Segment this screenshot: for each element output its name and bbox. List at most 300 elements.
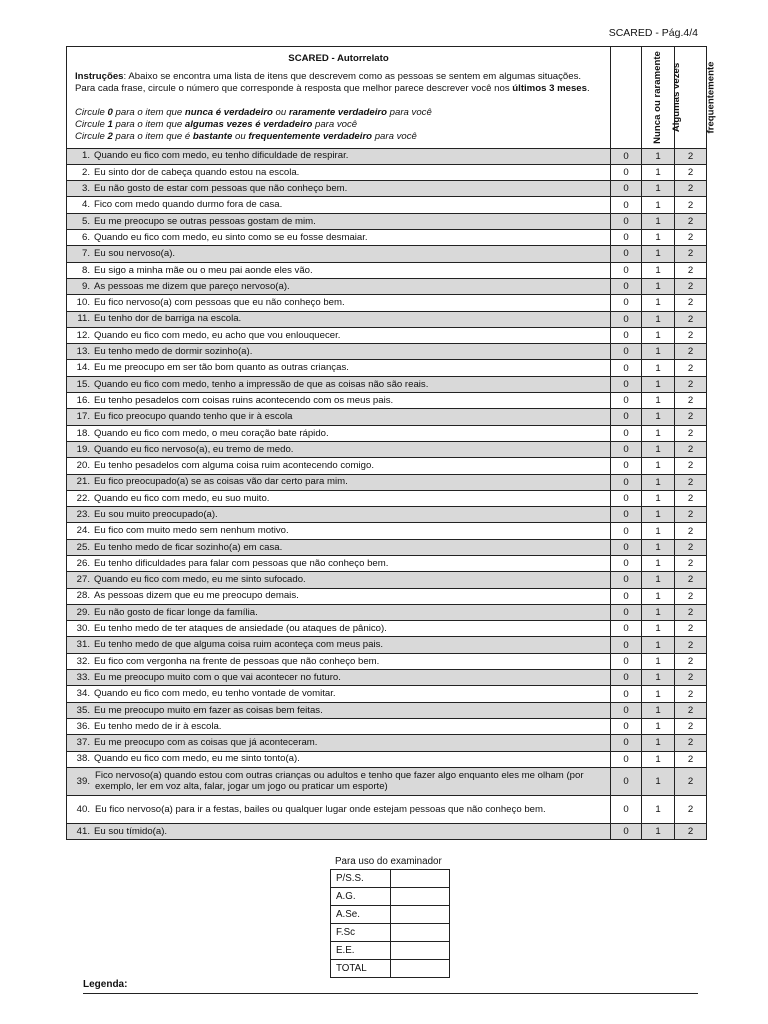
answer-option-1[interactable]: 1 <box>642 653 675 669</box>
question-row <box>67 327 707 343</box>
answer-option-1[interactable]: 1 <box>642 572 675 588</box>
question-text-cell <box>67 507 611 523</box>
question-row <box>67 344 707 360</box>
question-text: Quando eu fico nervoso(a), eu tremo de medo. <box>94 443 294 455</box>
answer-option-1[interactable]: 1 <box>642 670 675 686</box>
question-text-cell <box>67 360 611 376</box>
answer-option-1[interactable]: 1 <box>642 795 675 823</box>
answer-option-1[interactable]: 1 <box>642 164 675 180</box>
examiner-score-field[interactable] <box>391 906 450 924</box>
answer-option-2[interactable]: 2 <box>675 148 707 164</box>
answer-option-2[interactable]: 2 <box>675 441 707 457</box>
question-number: 13. <box>76 346 90 358</box>
answer-option-1[interactable]: 1 <box>642 523 675 539</box>
question-text: Eu tenho dificuldades para falar com pessoas que não conheço bem. <box>94 557 389 569</box>
examiner-row-label: TOTAL <box>331 960 391 978</box>
question-row <box>67 164 707 180</box>
question-number: 26. <box>76 557 90 569</box>
answer-option-2[interactable]: 2 <box>675 523 707 539</box>
answer-option-2[interactable]: 2 <box>675 474 707 490</box>
examiner-box <box>330 856 450 978</box>
question-text-cell <box>67 197 611 213</box>
question-row <box>67 295 707 311</box>
answer-option-1[interactable]: 1 <box>642 409 675 425</box>
answer-option-2[interactable]: 2 <box>675 164 707 180</box>
question-number: 39. <box>76 775 90 787</box>
question-row <box>67 213 707 229</box>
question-row <box>67 278 707 294</box>
answer-option-1[interactable]: 1 <box>642 197 675 213</box>
question-text: Eu tenho medo de ficar sozinho(a) em casa. <box>94 541 283 553</box>
answer-option-0[interactable]: 0 <box>611 604 642 620</box>
question-number: 29. <box>76 606 90 618</box>
answer-option-1[interactable]: 1 <box>642 311 675 327</box>
answer-option-0[interactable]: 0 <box>611 458 642 474</box>
answer-option-1[interactable]: 1 <box>642 718 675 734</box>
question-text: Eu tenho medo de que alguma coisa ruim aconteça com meus pais. <box>94 639 384 651</box>
answer-option-2[interactable]: 2 <box>675 702 707 718</box>
question-number: 25. <box>76 541 90 553</box>
question-number: 3. <box>81 183 90 195</box>
column-header-never: Nunca ou raramente <box>611 47 642 149</box>
question-text: Eu sou nervoso(a). <box>94 248 176 260</box>
question-number: 27. <box>76 574 90 586</box>
examiner-row <box>331 906 450 924</box>
answer-option-0[interactable]: 0 <box>611 653 642 669</box>
question-text-cell <box>67 588 611 604</box>
examiner-row <box>331 960 450 978</box>
question-number: 19. <box>76 443 90 455</box>
question-text-cell <box>67 474 611 490</box>
answer-option-2[interactable]: 2 <box>675 230 707 246</box>
question-text-cell <box>67 572 611 588</box>
answer-option-2[interactable]: 2 <box>675 735 707 751</box>
answer-option-2[interactable]: 2 <box>675 278 707 294</box>
question-row <box>67 409 707 425</box>
answer-option-1[interactable]: 1 <box>642 344 675 360</box>
question-text-cell <box>67 523 611 539</box>
answer-option-0[interactable]: 0 <box>611 164 642 180</box>
question-number: 7. <box>81 248 90 260</box>
question-text: Eu não gosto de estar com pessoas que não conheço bem. <box>94 183 348 195</box>
question-text-cell <box>67 621 611 637</box>
answer-option-2[interactable]: 2 <box>675 197 707 213</box>
answer-option-1[interactable]: 1 <box>642 507 675 523</box>
examiner-row-label: P/S.S. <box>331 870 391 888</box>
question-text: Eu tenho medo de ter ataques de ansiedade (ou ataques de pânico). <box>94 623 387 635</box>
answer-option-1[interactable]: 1 <box>642 823 675 839</box>
question-number: 34. <box>76 688 90 700</box>
question-text: Eu me preocupo muito com o que vai acontecer no futuro. <box>94 671 341 683</box>
header-row <box>67 47 707 149</box>
question-row <box>67 555 707 571</box>
question-text: Eu tenho medo de ir à escola. <box>94 720 222 732</box>
question-text-cell <box>67 278 611 294</box>
question-text-cell <box>67 702 611 718</box>
answer-option-2[interactable]: 2 <box>675 718 707 734</box>
answer-option-2[interactable]: 2 <box>675 458 707 474</box>
answer-option-0[interactable]: 0 <box>611 718 642 734</box>
question-text-cell <box>67 425 611 441</box>
instructions-cell <box>67 47 611 149</box>
question-text: Eu fico nervoso(a) para ir a festas, bailes ou qualquer lugar onde estejam pessoas que não conheço bem. <box>95 803 546 815</box>
examiner-row-label: E.E. <box>331 942 391 960</box>
question-text: Quando eu fico com medo, o meu coração bate rápido. <box>94 427 329 439</box>
answer-option-1[interactable]: 1 <box>642 441 675 457</box>
page-reference: SCARED - Pág.4/4 <box>608 27 698 39</box>
question-row <box>67 230 707 246</box>
answer-option-0[interactable]: 0 <box>611 327 642 343</box>
question-row <box>67 572 707 588</box>
question-number: 28. <box>76 590 90 602</box>
column-header-often: frequentemente <box>675 47 707 149</box>
answer-option-1[interactable]: 1 <box>642 735 675 751</box>
question-number: 12. <box>76 329 90 341</box>
answer-option-0[interactable]: 0 <box>611 507 642 523</box>
answer-option-1[interactable]: 1 <box>642 230 675 246</box>
answer-option-1[interactable]: 1 <box>642 246 675 262</box>
question-number: 41. <box>76 825 90 837</box>
answer-option-2[interactable]: 2 <box>675 555 707 571</box>
answer-option-0[interactable]: 0 <box>611 376 642 392</box>
question-row <box>67 718 707 734</box>
question-number: 21. <box>76 476 90 488</box>
answer-option-2[interactable]: 2 <box>675 213 707 229</box>
question-text-cell <box>67 409 611 425</box>
question-row <box>67 181 707 197</box>
answer-option-2[interactable]: 2 <box>675 767 707 795</box>
question-row <box>67 474 707 490</box>
column-header-sometimes: Algumas vezes <box>642 47 675 149</box>
question-text: Eu fico com muito medo sem nenhum motivo. <box>94 525 289 537</box>
examiner-score-field[interactable] <box>391 924 450 942</box>
answer-option-1[interactable]: 1 <box>642 278 675 294</box>
question-text-cell <box>67 376 611 392</box>
question-row <box>67 393 707 409</box>
question-text: Eu me preocupo em ser tão bom quanto as outras crianças. <box>94 362 349 374</box>
answer-option-0[interactable]: 0 <box>611 262 642 278</box>
examiner-row-label: A.G. <box>331 888 391 906</box>
examiner-score-field[interactable] <box>391 888 450 906</box>
question-number: 31. <box>76 639 90 651</box>
answer-option-0[interactable]: 0 <box>611 702 642 718</box>
answer-option-2[interactable]: 2 <box>675 311 707 327</box>
answer-option-0[interactable]: 0 <box>611 425 642 441</box>
question-number: 33. <box>76 671 90 683</box>
answer-option-1[interactable]: 1 <box>642 637 675 653</box>
question-number: 18. <box>76 427 90 439</box>
answer-option-1[interactable]: 1 <box>642 490 675 506</box>
question-text-cell <box>67 539 611 555</box>
scared-questionnaire-table <box>66 46 717 840</box>
question-text: Quando eu fico com medo, eu me sinto sufocado. <box>94 574 306 586</box>
examiner-row <box>331 924 450 942</box>
question-number: 40. <box>76 803 90 815</box>
legend-line <box>83 993 698 994</box>
answer-option-1[interactable]: 1 <box>642 425 675 441</box>
answer-option-1[interactable]: 1 <box>642 393 675 409</box>
answer-option-1[interactable]: 1 <box>642 376 675 392</box>
question-text: Quando eu fico com medo, eu me sinto tonto(a). <box>94 753 300 765</box>
answer-option-0[interactable]: 0 <box>611 197 642 213</box>
answer-option-0[interactable]: 0 <box>611 295 642 311</box>
question-row <box>67 637 707 653</box>
answer-option-0[interactable]: 0 <box>611 523 642 539</box>
answer-option-1[interactable]: 1 <box>642 458 675 474</box>
answer-option-0[interactable]: 0 <box>611 409 642 425</box>
answer-option-1[interactable]: 1 <box>642 474 675 490</box>
scoring-rule: Circule 1 para o item que algumas vezes é verdadeiro para você <box>75 119 358 131</box>
answer-option-1[interactable]: 1 <box>642 360 675 376</box>
question-row <box>67 604 707 620</box>
question-text-cell <box>67 604 611 620</box>
answer-option-2[interactable]: 2 <box>675 246 707 262</box>
instructions-label: Instruções <box>75 71 124 83</box>
answer-option-2[interactable]: 2 <box>675 604 707 620</box>
answer-option-2[interactable]: 2 <box>675 376 707 392</box>
question-row <box>67 751 707 767</box>
question-text-cell <box>67 262 611 278</box>
answer-option-2[interactable]: 2 <box>675 262 707 278</box>
question-text: Eu não gosto de ficar longe da família. <box>94 606 258 618</box>
question-row <box>67 262 707 278</box>
answer-option-1[interactable]: 1 <box>642 767 675 795</box>
answer-option-2[interactable]: 2 <box>675 653 707 669</box>
answer-option-2[interactable]: 2 <box>675 686 707 702</box>
question-number: 20. <box>76 460 90 472</box>
question-row <box>67 458 707 474</box>
question-text: Fico com medo quando durmo fora de casa. <box>94 199 283 211</box>
question-text-cell <box>67 670 611 686</box>
answer-option-1[interactable]: 1 <box>642 604 675 620</box>
answer-option-1[interactable]: 1 <box>642 539 675 555</box>
question-text-cell <box>67 686 611 702</box>
question-row <box>67 507 707 523</box>
question-row <box>67 246 707 262</box>
question-text-cell <box>67 181 611 197</box>
answer-option-0[interactable]: 0 <box>611 823 642 839</box>
answer-option-2[interactable]: 2 <box>675 539 707 555</box>
answer-option-2[interactable]: 2 <box>675 795 707 823</box>
examiner-score-field[interactable] <box>391 870 450 888</box>
question-row <box>67 621 707 637</box>
answer-option-0[interactable]: 0 <box>611 181 642 197</box>
answer-option-1[interactable]: 1 <box>642 702 675 718</box>
question-number: 11. <box>77 313 90 325</box>
answer-option-0[interactable]: 0 <box>611 393 642 409</box>
question-number: 32. <box>76 655 90 667</box>
question-text: Eu tenho medo de dormir sozinho(a). <box>94 346 253 358</box>
question-text: Eu tenho pesadelos com coisas ruins acontecendo com os meus pais. <box>94 394 394 406</box>
question-text: Eu sou tímido(a). <box>94 825 168 837</box>
question-number: 9. <box>81 280 90 292</box>
answer-option-1[interactable]: 1 <box>642 686 675 702</box>
answer-option-0[interactable]: 0 <box>611 213 642 229</box>
question-number: 17. <box>76 411 90 423</box>
answer-option-2[interactable]: 2 <box>675 327 707 343</box>
question-row <box>67 767 707 795</box>
legend-label: Legenda: <box>83 979 128 990</box>
answer-option-1[interactable]: 1 <box>642 621 675 637</box>
question-text: As pessoas me dizem que pareço nervoso(a). <box>94 280 290 292</box>
answer-option-1[interactable]: 1 <box>642 327 675 343</box>
question-text: Fico nervoso(a) quando estou com outras crianças ou adultos e tenho que fazer algo enquanto eles me olham (por exemplo, ler em voz alta, falar, jogar um jogo ou praticar um esporte) <box>95 769 584 793</box>
answer-option-0[interactable]: 0 <box>611 360 642 376</box>
answer-option-2[interactable]: 2 <box>675 751 707 767</box>
answer-option-2[interactable]: 2 <box>675 409 707 425</box>
answer-option-2[interactable]: 2 <box>675 393 707 409</box>
answer-option-0[interactable]: 0 <box>611 344 642 360</box>
question-number: 24. <box>76 525 90 537</box>
question-number: 14. <box>76 362 90 374</box>
question-text-cell <box>67 327 611 343</box>
question-row <box>67 376 707 392</box>
examiner-score-table <box>330 869 450 978</box>
answer-option-0[interactable]: 0 <box>611 795 642 823</box>
question-text: Quando eu fico com medo, eu tenho vontade de vomitar. <box>94 688 336 700</box>
question-text: Eu fico preocupado(a) se as coisas vão dar certo para mim. <box>94 476 348 488</box>
question-number: 10. <box>76 297 90 309</box>
question-text-cell <box>67 555 611 571</box>
question-text-cell <box>67 311 611 327</box>
question-text: As pessoas dizem que eu me preocupo demais. <box>94 590 299 602</box>
question-text-cell <box>67 718 611 734</box>
question-number: 4. <box>81 199 90 211</box>
question-text-cell <box>67 823 611 839</box>
question-text-cell <box>67 230 611 246</box>
question-text: Quando eu fico com medo, eu acho que vou enlouquecer. <box>94 329 341 341</box>
question-text-cell <box>67 148 611 164</box>
examiner-score-field[interactable] <box>391 942 450 960</box>
question-text: Eu tenho dor de barriga na escola. <box>94 313 242 325</box>
question-number: 38. <box>76 753 90 765</box>
answer-option-2[interactable]: 2 <box>675 823 707 839</box>
answer-option-0[interactable]: 0 <box>611 278 642 294</box>
answer-option-1[interactable]: 1 <box>642 555 675 571</box>
examiner-score-field[interactable] <box>391 960 450 978</box>
question-text: Quando eu fico com medo, eu sinto como se eu fosse desmaiar. <box>94 231 368 243</box>
instructions-end: . <box>586 83 590 95</box>
question-text-cell <box>67 441 611 457</box>
question-text: Eu me preocupo se outras pessoas gostam de mim. <box>94 215 316 227</box>
question-number: 15. <box>76 378 90 390</box>
answer-option-1[interactable]: 1 <box>642 588 675 604</box>
answer-option-2[interactable]: 2 <box>675 670 707 686</box>
answer-option-0[interactable]: 0 <box>611 767 642 795</box>
question-number: 23. <box>76 508 90 520</box>
question-row <box>67 823 707 839</box>
question-text-cell <box>67 344 611 360</box>
instructions-period: últimos 3 meses <box>512 83 587 95</box>
examiner-row <box>331 870 450 888</box>
answer-option-2[interactable]: 2 <box>675 360 707 376</box>
question-number: 5. <box>81 215 90 227</box>
instructions-text <box>75 71 602 95</box>
question-text-cell <box>67 213 611 229</box>
answer-option-0[interactable]: 0 <box>611 246 642 262</box>
answer-option-0[interactable]: 0 <box>611 148 642 164</box>
answer-option-1[interactable]: 1 <box>642 181 675 197</box>
examiner-row <box>331 888 450 906</box>
question-number: 37. <box>76 737 90 749</box>
answer-option-2[interactable]: 2 <box>675 588 707 604</box>
question-row <box>67 425 707 441</box>
answer-option-0[interactable]: 0 <box>611 621 642 637</box>
question-row <box>67 795 707 823</box>
examiner-caption: Para uso do examinador <box>335 856 442 867</box>
question-number: 30. <box>76 623 90 635</box>
question-text-cell <box>67 164 611 180</box>
answer-option-2[interactable]: 2 <box>675 507 707 523</box>
answer-option-0[interactable]: 0 <box>611 490 642 506</box>
question-text: Eu me preocupo muito em fazer as coisas bem feitas. <box>94 704 323 716</box>
answer-option-2[interactable]: 2 <box>675 181 707 197</box>
question-number: 8. <box>81 264 90 276</box>
answer-option-0[interactable]: 0 <box>611 686 642 702</box>
answer-option-2[interactable]: 2 <box>675 490 707 506</box>
question-text: Eu tenho pesadelos com alguma coisa ruim acontecendo comigo. <box>94 460 374 472</box>
answer-option-0[interactable]: 0 <box>611 670 642 686</box>
answer-option-0[interactable]: 0 <box>611 311 642 327</box>
question-row <box>67 702 707 718</box>
question-text-cell <box>67 393 611 409</box>
answer-option-0[interactable]: 0 <box>611 555 642 571</box>
question-text: Quando eu fico com medo, eu tenho dificuldade de respirar. <box>94 150 349 162</box>
answer-option-0[interactable]: 0 <box>611 637 642 653</box>
question-text: Eu sigo a minha mãe ou o meu pai aonde eles vão. <box>94 264 313 276</box>
scoring-rule: Circule 0 para o item que nunca é verdadeiro ou raramente verdadeiro para você <box>75 107 432 119</box>
answer-option-1[interactable]: 1 <box>642 751 675 767</box>
question-text-cell <box>67 653 611 669</box>
question-number: 1. <box>81 150 90 162</box>
question-row <box>67 735 707 751</box>
answer-option-0[interactable]: 0 <box>611 588 642 604</box>
examiner-row-label: A.Se. <box>331 906 391 924</box>
answer-option-2[interactable]: 2 <box>675 425 707 441</box>
question-text: Quando eu fico com medo, eu suo muito. <box>94 492 270 504</box>
question-text: Eu sinto dor de cabeça quando estou na escola. <box>94 166 300 178</box>
answer-option-1[interactable]: 1 <box>642 213 675 229</box>
question-text-cell <box>67 458 611 474</box>
question-number: 2. <box>81 166 90 178</box>
answer-option-0[interactable]: 0 <box>611 572 642 588</box>
answer-option-0[interactable]: 0 <box>611 474 642 490</box>
question-text-cell <box>67 795 611 823</box>
question-row <box>67 653 707 669</box>
answer-option-0[interactable]: 0 <box>611 735 642 751</box>
answer-option-1[interactable]: 1 <box>642 262 675 278</box>
question-row <box>67 311 707 327</box>
answer-option-1[interactable]: 1 <box>642 148 675 164</box>
answer-option-0[interactable]: 0 <box>611 539 642 555</box>
answer-option-2[interactable]: 2 <box>675 295 707 311</box>
question-row <box>67 539 707 555</box>
answer-option-2[interactable]: 2 <box>675 344 707 360</box>
question-row <box>67 523 707 539</box>
question-row <box>67 148 707 164</box>
answer-option-2[interactable]: 2 <box>675 621 707 637</box>
answer-option-2[interactable]: 2 <box>675 637 707 653</box>
answer-option-2[interactable]: 2 <box>675 572 707 588</box>
answer-option-0[interactable]: 0 <box>611 751 642 767</box>
examiner-row <box>331 942 450 960</box>
answer-option-1[interactable]: 1 <box>642 295 675 311</box>
answer-option-0[interactable]: 0 <box>611 441 642 457</box>
question-text-cell <box>67 490 611 506</box>
question-text-cell <box>67 735 611 751</box>
answer-option-0[interactable]: 0 <box>611 230 642 246</box>
question-text-cell <box>67 767 611 795</box>
